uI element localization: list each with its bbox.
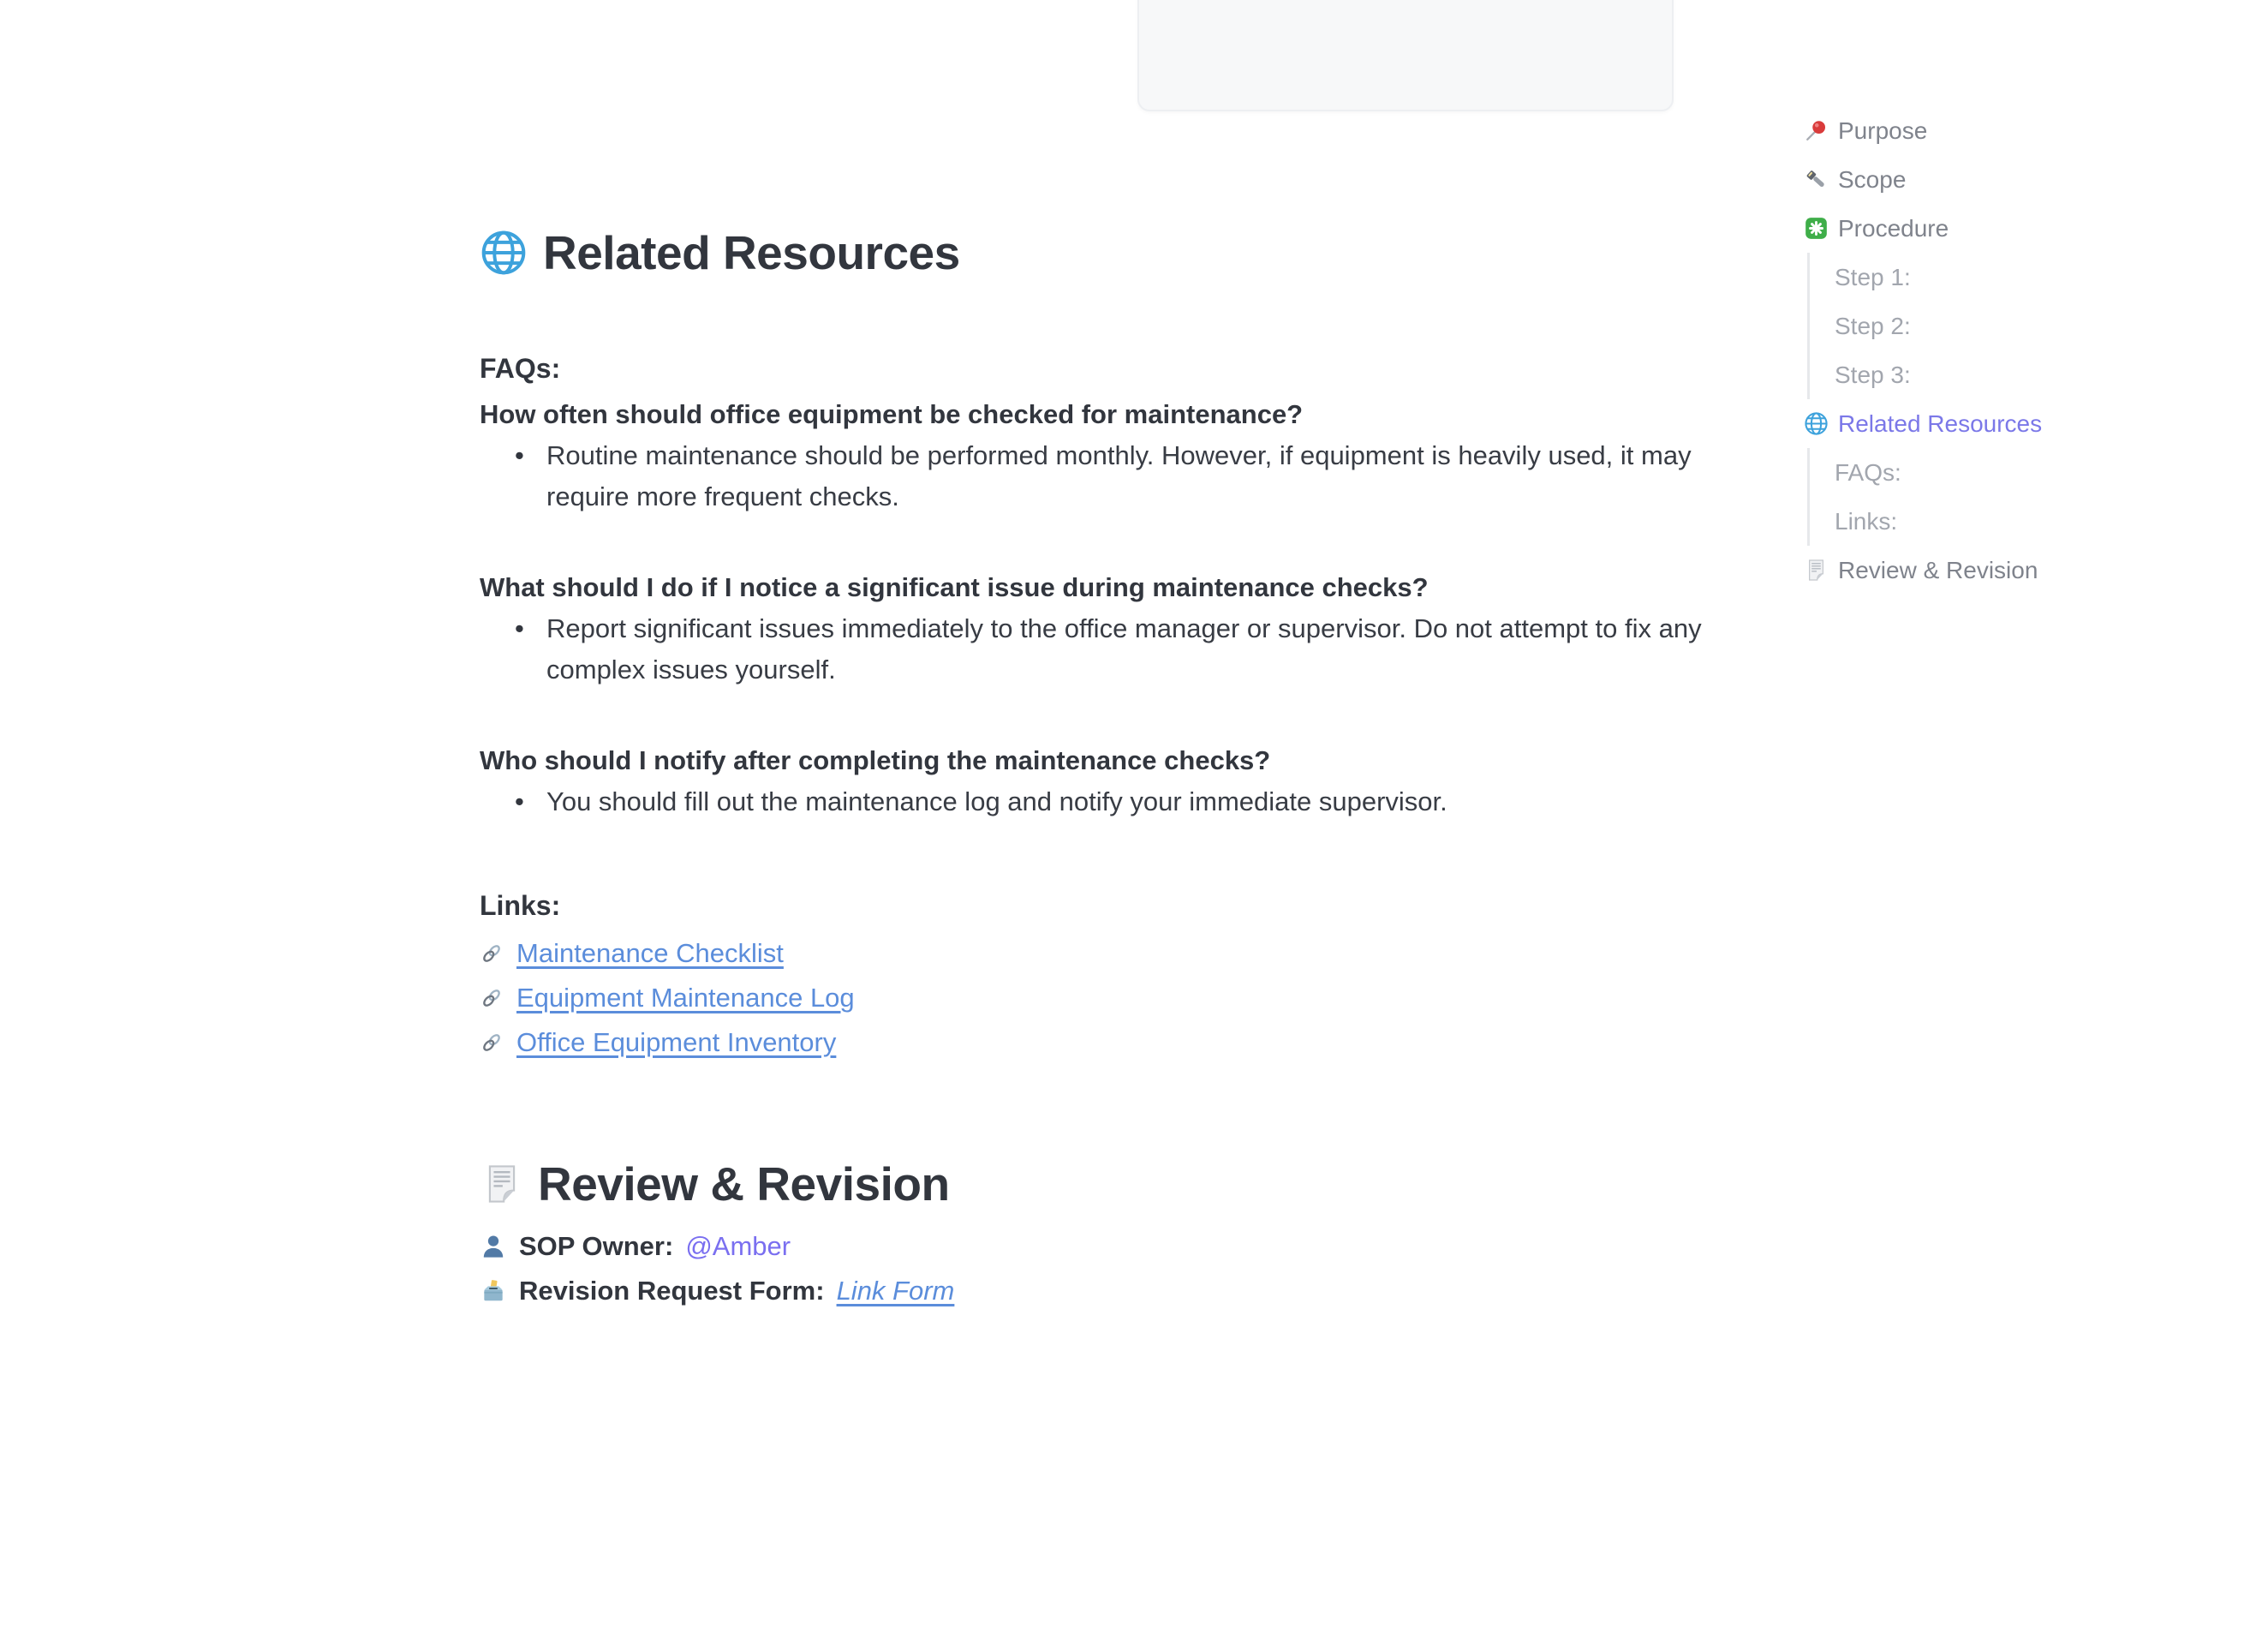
- toc-item-step-2[interactable]: [1835, 302, 2249, 350]
- toc-item-step-1[interactable]: [1835, 253, 2249, 302]
- toc-label: Step 3:: [1835, 361, 1911, 388]
- asterisk-icon: [1804, 216, 1829, 241]
- page-icon: [1804, 558, 1829, 583]
- toc-label: Step 1:: [1835, 263, 1911, 290]
- toc-subgroup-steps: [1807, 253, 2249, 399]
- review-revision-heading: [480, 1151, 1739, 1217]
- section-title: Review & Revision: [538, 1157, 950, 1211]
- faq-question: How often should office equipment be checked for maintenance?: [480, 399, 1304, 429]
- table-of-contents: [1804, 106, 2249, 595]
- toc-label: Related Resources: [1838, 410, 2043, 437]
- revision-form-label: Revision Request Form:: [519, 1276, 825, 1306]
- embed-card-partial: [1137, 0, 1674, 111]
- link-icon: [480, 1031, 504, 1055]
- globe-icon: [480, 229, 528, 277]
- toc-item-procedure[interactable]: [1804, 204, 2249, 253]
- toc-label: Links:: [1835, 507, 1898, 535]
- page-icon: [480, 1162, 524, 1206]
- toc-subgroup-related: [1807, 448, 2249, 546]
- main-content: [480, 219, 1739, 1313]
- faq-item: [480, 394, 1739, 517]
- link-icon: [480, 986, 504, 1010]
- mention-amber[interactable]: @Amber: [685, 1231, 791, 1261]
- faq-item: [480, 740, 1739, 822]
- faq-answer: • Report significant issues immediately to the office manager or supervisor. Do not attempt to fix any complex issues yourself.: [515, 608, 1739, 690]
- related-resources-heading: [480, 219, 1739, 286]
- person-icon: [480, 1233, 507, 1260]
- faq-question: Who should I notify after completing the maintenance checks?: [480, 745, 1271, 775]
- link-office-equipment-inventory[interactable]: Office Equipment Inventory: [516, 1027, 837, 1057]
- toc-item-review-revision[interactable]: [1804, 546, 2249, 595]
- toc-item-purpose[interactable]: [1804, 106, 2249, 155]
- toc-label: Review & Revision: [1838, 556, 2038, 583]
- link-equipment-maintenance-log[interactable]: Equipment Maintenance Log: [516, 983, 855, 1013]
- sop-owner-label: SOP Owner:: [519, 1231, 674, 1261]
- flashlight-icon: [1804, 167, 1829, 192]
- link-row: [480, 931, 1739, 976]
- faq-answer: • Routine maintenance should be performed monthly. However, if equipment is heavily used, it may require more frequent checks.: [515, 435, 1739, 517]
- link-form[interactable]: Link Form: [836, 1276, 955, 1306]
- link-row: [480, 1020, 1739, 1065]
- toc-label: Procedure: [1838, 214, 1949, 242]
- link-row: [480, 976, 1739, 1020]
- toc-item-faqs[interactable]: [1835, 448, 2249, 497]
- toc-item-related-resources[interactable]: [1804, 399, 2249, 448]
- link-icon: [480, 942, 504, 965]
- toc-item-step-3[interactable]: [1835, 350, 2249, 399]
- toc-label: FAQs:: [1835, 458, 1901, 486]
- ballot-box-icon: [480, 1277, 507, 1305]
- globe-icon: [1804, 411, 1829, 436]
- faqs-label: FAQs:: [480, 353, 561, 384]
- toc-label: Step 2:: [1835, 312, 1911, 339]
- links-label: Links:: [480, 890, 561, 921]
- revision-form-row: [480, 1269, 1739, 1313]
- faq-item: [480, 567, 1739, 690]
- section-title: Related Resources: [543, 226, 960, 279]
- toc-label: Purpose: [1838, 117, 1928, 144]
- pushpin-icon: [1804, 118, 1829, 143]
- faq-answer: • You should fill out the maintenance log and notify your immediate supervisor.: [515, 781, 1739, 822]
- link-maintenance-checklist[interactable]: Maintenance Checklist: [516, 938, 784, 968]
- toc-label: Scope: [1838, 165, 1907, 193]
- toc-item-scope[interactable]: [1804, 155, 2249, 204]
- faq-question: What should I do if I notice a significant issue during maintenance checks?: [480, 572, 1429, 602]
- sop-owner-row: [480, 1224, 1739, 1269]
- toc-item-links[interactable]: [1835, 497, 2249, 546]
